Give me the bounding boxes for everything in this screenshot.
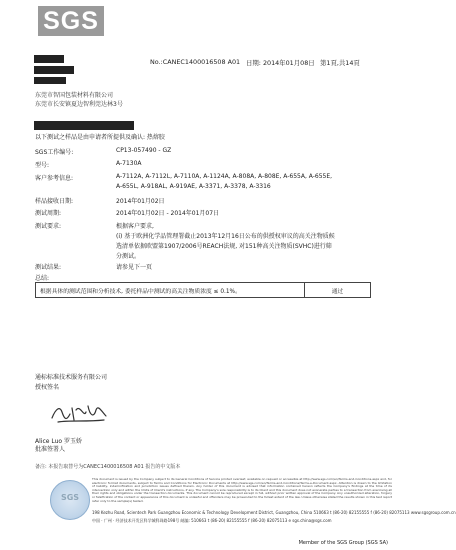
- field-label: 测试要求:: [35, 223, 62, 230]
- sgs-job-number: CP13-057490 - GZ: [116, 147, 172, 154]
- model: A-7130A: [116, 160, 142, 167]
- field-label: 测试周期:: [35, 210, 62, 217]
- testing-period: 2014年01月02日 - 2014年01月07日: [116, 210, 220, 217]
- redacted-block: [34, 55, 64, 63]
- field-label: 样品接收日期:: [35, 198, 74, 205]
- client-address: 东莞市长安镇夏边智利莞达林3号: [35, 101, 123, 108]
- handwritten-signature: [50, 400, 110, 430]
- test-requirement-line: 选清单依据欧盟第1907/2006号REACH法规, 对151种高关注物质(SVHC)进行筛: [116, 243, 332, 250]
- redacted-line: [34, 121, 134, 130]
- report-date: 日期: 2014年01月08日: [246, 59, 315, 67]
- intro-text: 以下测试之样品是由申请者所提供及确认: 热熔胶: [35, 134, 165, 141]
- summary-label: 总结:: [35, 275, 50, 282]
- signatory-role: 批准签署人: [35, 446, 66, 453]
- address-chinese: 中国 · 广州 · 经济技术开发区科学城科珠路198号 邮编: 510663 t (86-20) 82155555 f (86-20) 82075113 e sgs.china@sgs.com: [92, 518, 332, 523]
- sgs-seal-icon: SGS: [50, 480, 90, 520]
- test-result: 请参见下一页: [116, 264, 153, 271]
- sample-received-date: 2014年01月02日: [116, 198, 165, 205]
- signatory-name: Alice Luo 罗玉娇: [35, 438, 82, 445]
- field-label: SGS工作编号:: [35, 149, 74, 156]
- test-requirement-line: (i) 基于欧洲化学品管理署截止2013年12月16日公布的供授权审议的高关注物质候: [116, 233, 335, 240]
- report-number: No.:CANEC1400016508 A01: [150, 58, 241, 66]
- redacted-block: [34, 77, 66, 84]
- summary-result: 通过: [305, 283, 371, 298]
- address-english: 198 Kezhu Road, Scientech Park Guangzhou Economic & Technology Development District, Guangzhou, China 510663 t (86-20) 82155555 f (86-20) 82075113 www.sgsgroup.com.cn: [92, 510, 456, 515]
- summary-table: [35, 282, 371, 298]
- table-row: [36, 283, 371, 298]
- client-reference-line: A-655L, A-918AL, A-919AE, A-3371, A-3378, A-3316: [116, 183, 271, 190]
- field-label: 测试结果:: [35, 264, 62, 271]
- test-requirement-line: 分测试。: [116, 253, 141, 260]
- field-label: 型号:: [35, 162, 50, 169]
- sgs-logo: SGS: [38, 6, 104, 36]
- legal-disclaimer: This document is issued by the Company subject to its General Conditions of Service printed overleaf, available on request or accessible at http://www.sgs.com/en/Terms-and-Conditions.aspx and, for electronic format documents, subject to Terms and Conditions for Electronic Documents at http://www.sgs.com/en/Terms-and-Conditions/Terms-e-Document.aspx. Attention is drawn to the limitation of liability, indemnification and jurisdiction issues defined therein. Any holder of this document is advised that information contained hereon reflects the Company's findings at the time of its intervention only and within the limits of Client's instructions, if any. The Company's sole responsibility is to its Client and this document does not exonerate parties to a transaction from exercising all their rights and obligations under the transaction documents. This document cannot be reproduced except in full, without prior written approval of the Company. Any unauthorized alteration, forgery or falsification of the content or appearance of this document is unlawful and offenders may be prosecuted to the fullest extent of the law. Unless otherwise stated the results shown in this test report refer only to the sample(s) tested.: [92, 477, 392, 503]
- page-number: 第1頁,共14頁: [320, 59, 360, 67]
- summary-text: 根据具体的测试范围和分析技术, 委托样品中测试的高关注物质浓度 ≤ 0.1%。: [36, 283, 305, 298]
- field-label: 客户参考信息:: [35, 175, 74, 182]
- test-requirement-line: 根据客户要求,: [116, 223, 154, 230]
- client-reference-line: A-7112A, A-7112L, A-7110A, A-1124A, A-808A, A-808E, A-655A, A-655E,: [116, 173, 333, 180]
- signatory-company: 通标标准技术服务有限公司: [35, 374, 108, 381]
- redacted-block: [34, 66, 74, 74]
- footnote: 备注: 本报告取替号为CANEC1400016508 A01 报告的中文版本: [35, 464, 181, 470]
- member-text: Member of the SGS Group (SGS SA): [298, 540, 388, 546]
- client-name: 东莞市智国包装材料有限公司: [35, 92, 114, 99]
- authorized-signature-label: 授权签名: [35, 384, 60, 391]
